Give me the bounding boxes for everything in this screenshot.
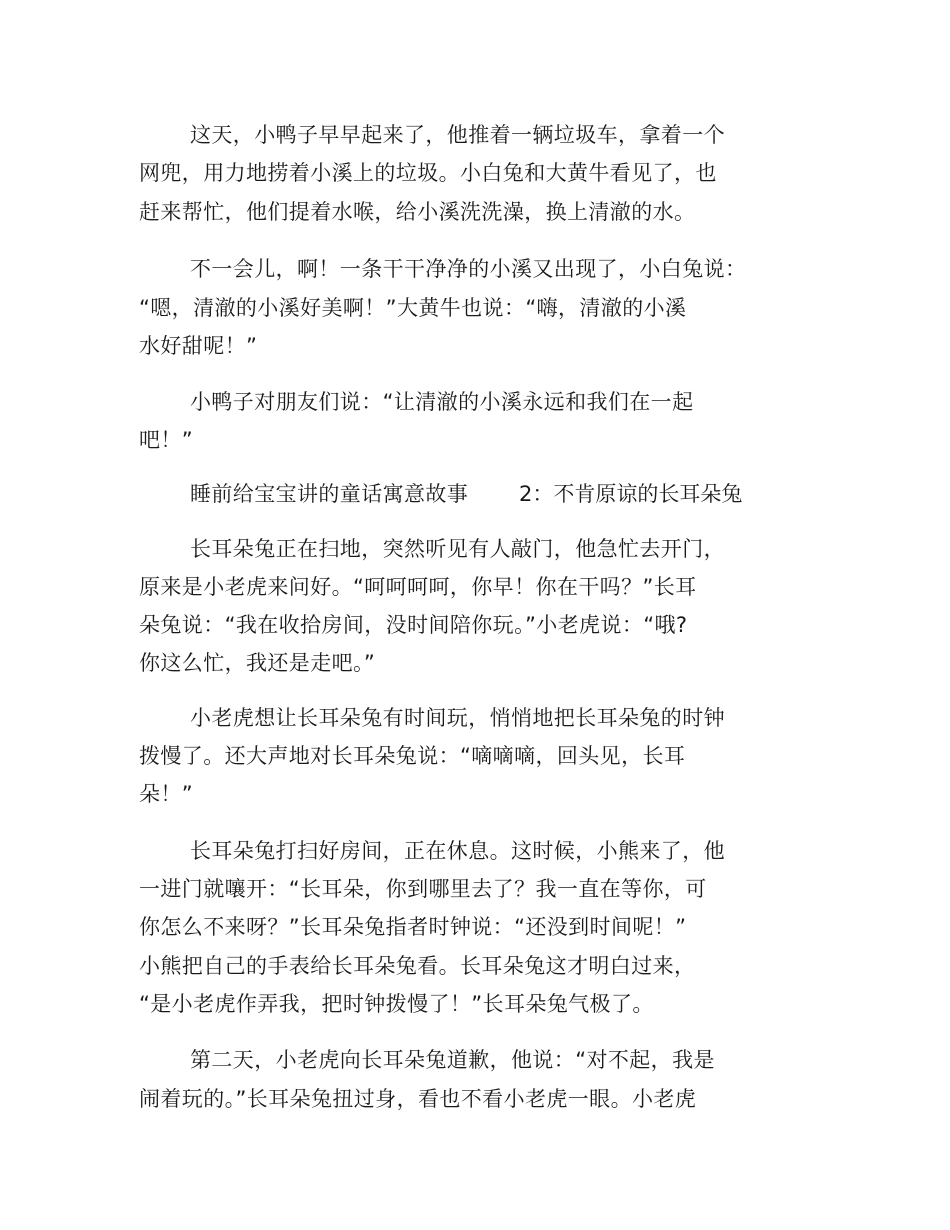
text-line: 你怎么不来呀？”长耳朵兔指者时钟说：“还没到时间呢！” [139, 915, 687, 939]
text-line: 这天，小鸭子早早起来了，他推着一辆垃圾车，拿着一个 [190, 123, 725, 147]
text-line: 网兜，用力地捞着小溪上的垃圾。小白兔和大黄牛看见了，也 [139, 161, 717, 185]
text-line: 朵兔说：“我在收拾房间，没时间陪你玩。”小老虎说：“哦? [139, 613, 688, 637]
text-line: 你这么忙，我还是走吧。” [139, 651, 376, 675]
text-line: 第二天，小老虎向长耳朵兔道歉，他说：“对不起，我是 [190, 1048, 715, 1072]
text-line: 闹着玩的。”长耳朵兔扭过身，看也不看小老虎一眼。小老虎 [139, 1087, 697, 1111]
text-line: 小鸭子对朋友们说：“让清澈的小溪永远和我们在一起 [190, 390, 694, 414]
text-line: 拨慢了。还大声地对长耳朵兔说：“嘀嘀嘀，回头见，长耳 [139, 744, 686, 768]
text-line: 吧！” [139, 428, 194, 452]
text-line: 原来是小老虎来问好。“呵呵呵呵，你早！你在干吗？”长耳 [139, 575, 697, 599]
text-line: 小老虎想让长耳朵兔有时间玩，悄悄地把长耳朵兔的时钟 [190, 706, 725, 730]
text-line: 水好甜呢！” [139, 334, 258, 358]
story-heading-title: 睡前给宝宝讲的童话寓意故事 [190, 482, 469, 506]
text-line: “嗯，清澈的小溪好美啊！”大黄牛也说：“嗨，清澈的小溪 [139, 296, 687, 320]
text-line: 小熊把自己的手表给长耳朵兔看。长耳朵兔这才明白过来， [139, 954, 696, 978]
text-line: 不一会儿，啊！一条干干净净的小溪又出现了，小白兔说： [190, 257, 747, 281]
text-line: 长耳朵兔正在扫地，突然听见有人敲门，他急忙去开门， [190, 537, 725, 561]
text-line: 赶来帮忙，他们提着水喉，给小溪洗洗澡，换上清澈的水。 [139, 200, 696, 224]
text-line: 朵！” [139, 782, 194, 806]
story-heading-subtitle: 2：不肯原谅的长耳朵兔 [519, 482, 743, 506]
text-line: “是小老虎作弄我，把时钟拨慢了！”长耳朵兔气极了。 [139, 992, 654, 1016]
text-line: 一进门就嚷开：“长耳朵，你到哪里去了？我一直在等你，可 [139, 877, 707, 901]
text-line: 长耳朵兔打扫好房间，正在休息。这时候，小熊来了，他 [190, 839, 725, 863]
